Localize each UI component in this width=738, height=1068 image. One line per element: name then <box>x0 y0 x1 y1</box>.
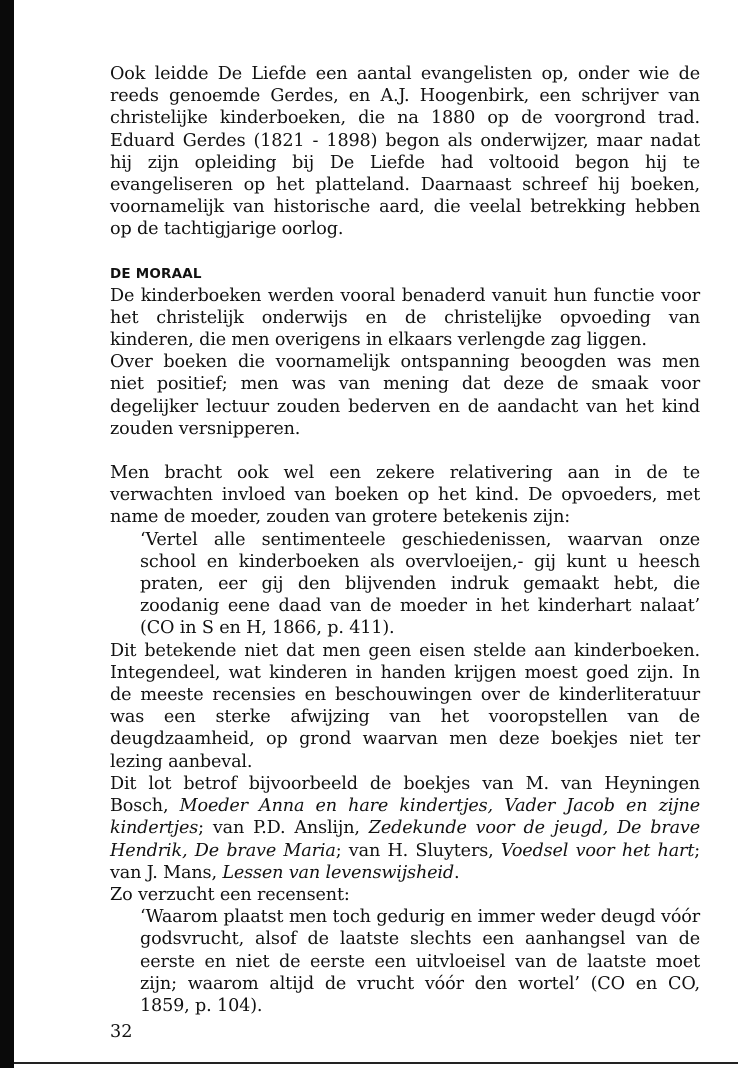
blockquote-virtue-piety: ‘Waarom plaatst men toch gedurig en immer weder deugd vóór godsvrucht, alsof de laatste slechts een aanhangsel van de eerste en niet de eerste een uitvloeisel van de laatste moet zijn; waarom altijd de vrucht vóór den wortel’ (CO en CO, 1859, p. 104). <box>140 907 700 1016</box>
section-heading-de-moraal: DE MORAAL <box>110 265 202 282</box>
text-fragment: ; van P.D. Anslijn, <box>198 818 369 839</box>
book-title: Voedsel voor het hart <box>500 840 695 861</box>
paragraph-book-examples <box>110 773 700 884</box>
page-bottom-edge <box>14 1062 738 1064</box>
blockquote-mother: ‘Vertel alle sentimenteele geschiedenissen, waarvan onze school en kinderboeken als overvloeijen,- gij kunt u heesch praten, eer gij den blijvenden indruk gemaakt hebt, die zoodanig eene daad van de moeder in het kinderhart nalaat’ (CO in S en H, 1866, p. 411). <box>140 529 700 639</box>
page-spine-shadow <box>0 0 14 1068</box>
paragraph-reviewer-sigh: Zo verzucht een recensent: <box>110 884 350 905</box>
paragraph-entertainment-books: Over boeken die voornamelijk ontspanning beoogden was men niet positief; men was van mening dat deze de smaak voor degelijker lectuur zouden bederven en de aandacht van het kind zouden versnipperen. <box>110 352 700 439</box>
spacer <box>110 241 700 263</box>
book-title: Lessen van levenswijsheid <box>222 862 454 883</box>
text-fragment: ; van J. Mans, <box>110 840 701 883</box>
book-title: Moeder Anna en hare kindertjes, Vader Jacob en zijne kindertjes <box>110 796 700 839</box>
paragraph-christian-education: De kinderboeken werden vooral benaderd vanuit hun functie voor het christelijk onderwijs en de christelijke opvoeding van kinderen, die men overigens in elkaars verlengde zag liggen. <box>110 285 700 351</box>
paragraph-evangelists: Ook leidde De Liefde een aantal evangelisten op, onder wie de reeds genoemde Gerdes, en A.J. Hoogenbirk, een schrijver van christelijke kinderboeken, die na 1880 op de voorgrond trad. Eduard Gerdes (1821 - 1898) begon als onderwijzer, maar nadat hij zijn opleiding bij De Liefde had voltooid begon hij te evangeliseren op het platteland. Daarnaast schreef hij boeken, voornamelijk van historische aard, die veelal betrekking hebben op de tachtigjarige oorlog. <box>110 64 700 240</box>
page-number: 32 <box>110 1022 133 1042</box>
paragraph-requirements: Dit betekende niet dat men geen eisen stelde aan kinderboeken. Integendeel, wat kinderen in handen krijgen moest goed zijn. In de meeste recensies en beschouwingen over de kinderliteratuur was een sterke afwijzing van het vooropstellen van de deugdzaamheid, op grond waarvan men deze boekjes niet ter lezing aanbeval. <box>110 640 700 772</box>
paragraph-relativation: Men bracht ook wel een zekere relativering aan in de te verwachten invloed van boeken op het kind. De opvoeders, met name de moeder, zouden van grotere betekenis zijn: <box>110 463 700 528</box>
text-fragment: . <box>453 862 460 883</box>
text-fragment: ; van H. Sluyters, <box>335 840 501 861</box>
text-fragment: Dit lot betrof bijvoorbeeld de boekjes van M. van Heyningen Bosch, <box>110 773 700 817</box>
page-body <box>110 63 700 1017</box>
spacer <box>110 440 700 462</box>
book-title: Zedekunde voor de jeugd, De brave Hendrik, De brave Maria <box>110 818 700 861</box>
